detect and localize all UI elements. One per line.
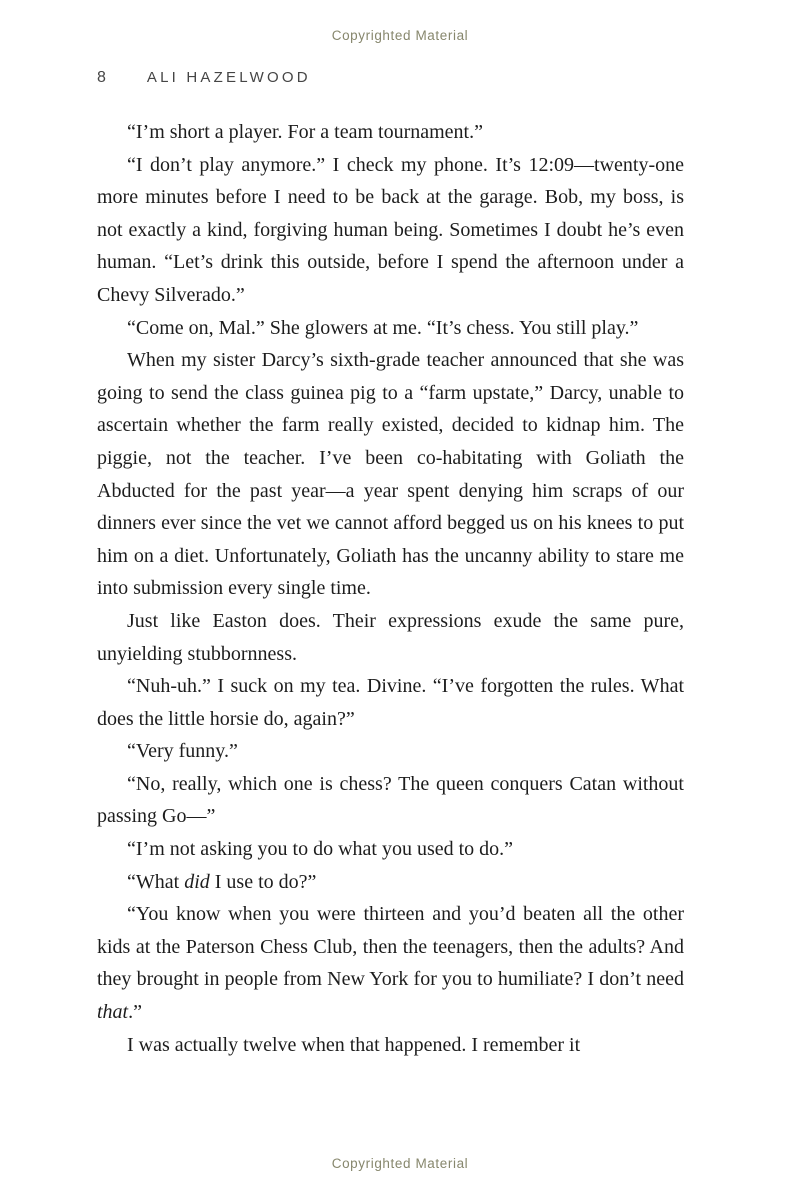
page-number: 8 <box>97 69 107 86</box>
text-run: “I’m short a player. For a team tournament.” <box>127 121 483 143</box>
paragraph <box>97 833 684 866</box>
text-run: “I’m not asking you to do what you used to do.” <box>127 838 514 861</box>
text-run: I use to do?” <box>209 870 317 893</box>
paragraph <box>97 866 684 899</box>
paragraph <box>97 1029 684 1062</box>
text-run: “No, really, which one is chess? The queen conquers Catan without passing Go—” <box>97 772 684 828</box>
paragraph <box>97 312 684 345</box>
paragraph <box>97 768 684 833</box>
paragraph <box>97 605 684 670</box>
copyright-notice-bottom: Copyrighted Material <box>331 1156 469 1171</box>
paragraph <box>97 898 684 1028</box>
text-run: “You know when you were thirteen and you’d beaten all the other kids at the Paterson Chess Club, then the teenagers, then the adults? And they brought in people from New York for you to humiliate? I don’t need <box>97 903 684 991</box>
paragraph <box>97 735 684 768</box>
text-run: “Nuh-uh.” I suck on my tea. Divine. “I’ve forgotten the rules. What does the little horsie do, again?” <box>97 675 684 730</box>
text-run: When my sister Darcy’s sixth-grade teacher announced that she was going to send the class guinea pig to a “farm upstate,” Darcy, unable to ascertain whether the farm really existed, decided to kidnap him. The piggie, not the teacher. I’ve been co-habitating with Goliath the Abducted for the past year—a year spent denying him scraps of our dinners ever since the vet we cannot afford begged us on his knees to put him on a diet. Unfortunately, Goliath has the uncanny ability to stare me into submission every single time. <box>97 349 684 600</box>
copyright-notice-top: Copyrighted Material <box>331 28 469 43</box>
running-header <box>97 69 703 87</box>
running-head-author: ALI HAZELWOOD <box>146 69 311 86</box>
paragraph <box>97 670 684 735</box>
text-run: “Very funny.” <box>127 740 238 763</box>
italic-text-run: did <box>184 870 210 893</box>
paragraph <box>97 344 684 605</box>
text-run: “I don’t play anymore.” I check my phone. It’s 12:09—twenty-one more minutes before I need to be back at the garage. Bob, my boss, is not exactly a kind, forgiving human being. Sometimes I doubt he’s even human. “Let’s drink this outside, before I spend the afternoon under a Chevy Silverado.” <box>97 153 684 306</box>
italic-text-run: that <box>97 1001 129 1024</box>
paragraph <box>97 116 684 149</box>
paragraph <box>97 149 684 312</box>
text-run: “What <box>127 870 185 893</box>
text-run: .” <box>128 1001 143 1024</box>
text-run: “Come on, Mal.” She glowers at me. “It’s chess. You still play.” <box>127 316 639 339</box>
text-run: I was actually twelve when that happened. I remember it <box>127 1033 581 1056</box>
text-run: Just like Easton does. Their expressions exude the same pure, unyielding stubbornness. <box>97 609 684 665</box>
body-text <box>97 116 684 1061</box>
